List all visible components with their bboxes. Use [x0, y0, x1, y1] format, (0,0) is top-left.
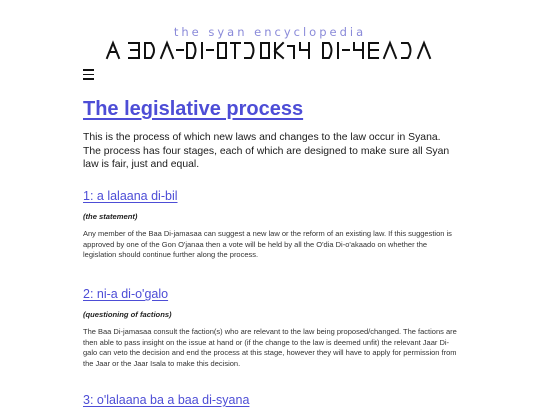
stage-heading-3[interactable]: 3: o'lalaana ba a baa di-syana — [83, 393, 250, 407]
stage-section-2 — [83, 286, 461, 369]
hamburger-menu-icon[interactable] — [83, 67, 97, 81]
stage-body-2: The Baa Di-jamasaa consult the faction(s) who are relevant to the law being proposed/changed. The factions are then able to pass insight on the issue at hand or (if the change to the law is deemed unfit) the relevant Jaar Di-galo can veto the decision and end the process at this stage, however they will have to apply for permission from the Jaar or the Jaar Isala to make this decision. — [83, 327, 457, 368]
page-title: The legislative process — [83, 98, 304, 120]
stage-subtitle-1: (the statement) — [83, 212, 138, 221]
article — [83, 92, 461, 407]
site-title[interactable] — [0, 40, 540, 62]
article-intro: This is the process of which new laws and changes to the law occur in Syana. The process has four stages, each of which are designed to make sure all Syan law is fair, just and equal. — [83, 132, 450, 170]
site-title-glyphs — [105, 40, 435, 62]
stage-section-1 — [83, 188, 461, 261]
stage-heading-2[interactable]: 2: ni-a di-o'galo — [83, 287, 169, 301]
stage-body-1: Any member of the Baa Di-jamasaa can suggest a new law or the reform of an existing law. If this suggestion is approved by one of the Gon O'janaa then a vote will be held by all the O'dia Di-o'akaado on whether the legislation should continue further along the process. — [83, 229, 452, 260]
stage-section-3 — [83, 392, 461, 408]
stage-subtitle-2: (questioning of factions) — [83, 310, 172, 319]
site-tagline: the syan encyclopedia — [173, 25, 367, 39]
stage-heading-1[interactable]: 1: a lalaana di-bil — [83, 189, 178, 203]
